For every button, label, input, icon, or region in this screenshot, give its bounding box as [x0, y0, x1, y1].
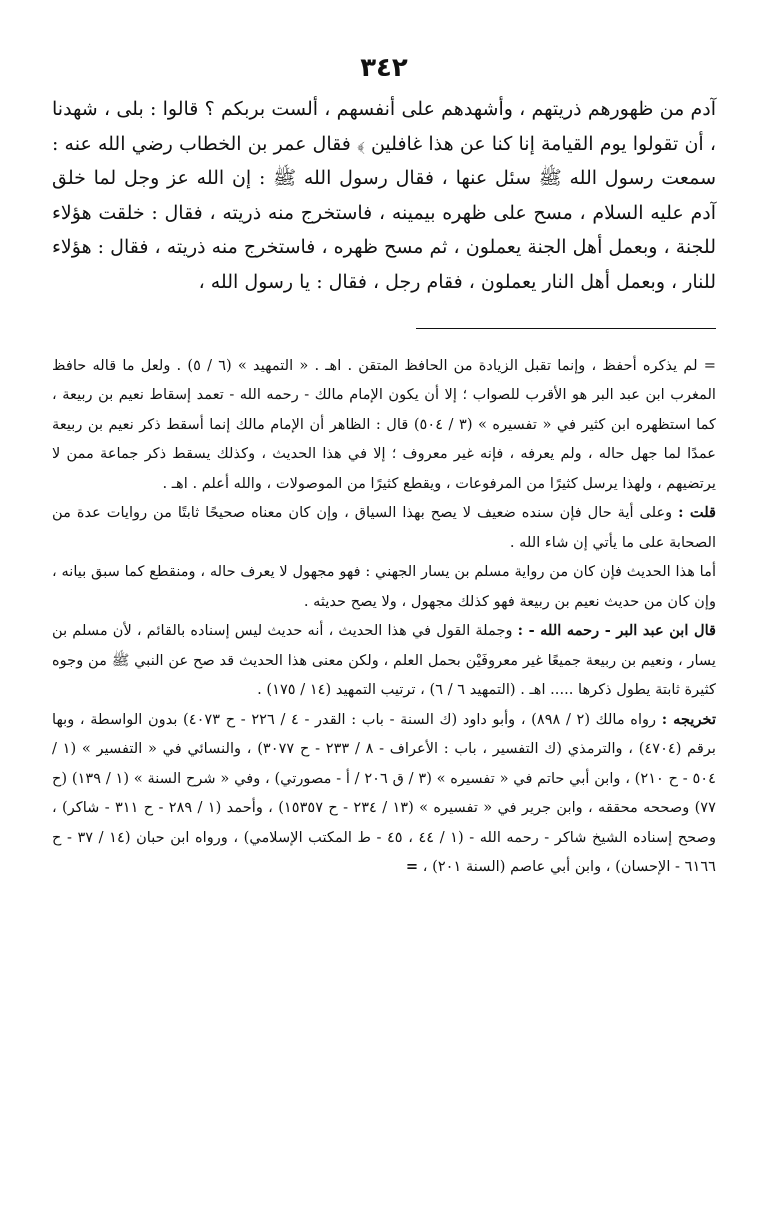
footnote-paragraph-3 — [52, 557, 716, 616]
footnote-label: قلت : — [678, 504, 717, 522]
footnote-paragraph-5 — [52, 705, 716, 882]
footnote-label: تخريجه : — [661, 710, 717, 728]
continuation-mark: = — [703, 356, 716, 374]
footnote-text: لم يذكره أحفظ ، وإنما تقبل الزيادة من الحافظ المتقن . اهـ . « التمهيد » (٦ / ٥) . ولعل ما قاله حافظ المغرب ابن عبد البر هو الأقرب للصواب ؛ إلا أن يكون الإمام مالك - رحمه الله - تعمد إسقاط نعيم بن ربيعة ، كما استظهره ابن كثير في « تفسيره » (٣ / ٥٠٤) قال : الظاهر أن الإمام مالك إنما أسقط ذكر نعيم بن ربيعة عمدًا لما جهل حاله ، ولم يعرفه ، فإنه غير معروف ؛ إلا في هذا الحديث ، وكذلك يسقط ذكر جماعة ممن لا يرتضيهم ، ولهذا يرسل كثيرًا من المرفوعات ، ويقطع كثيرًا من الموصولات ، والله أعلم . اهـ . — [52, 356, 716, 492]
continuation-mark-end: = — [405, 858, 419, 876]
footnote-text: أما هذا الحديث فإن كان من رواية مسلم بن يسار الجهني : فهو مجهول لا يعرف حاله ، ومنقطع كما سبق بيانه ، وإن كان من حديث نعيم بن ربيعة فهو كذلك مجهول ، ولا يصح حديثه . — [52, 563, 716, 610]
footnote-text: وعلى أية حال فإن سنده ضعيف لا يصح بهذا السياق ، وإن كان معناه صحيحًا ثابتًا من روايات عدة من الصحابة على ما يأتي إن شاء الله . — [52, 504, 716, 551]
footnote-paragraph-2 — [52, 498, 716, 557]
document-page — [52, 50, 716, 882]
footnote-label: قال ابن عبد البر - رحمه الله - : — [517, 622, 716, 640]
footnote-text: رواه مالك (٢ / ٨٩٨) ، وأبو داود (ك السنة - باب : القدر - ٤ / ٢٢٦ - ح ٤٠٧٣) بدون الواسطة ، وبها برقم (٤٧٠٤) ، والترمذي (ك التفسير ، باب : الأعراف - ٨ / ٢٣٣ - ح ٣٠٧٧) ، والنسائي في « التفسير » (١ / ٥٠٤ - ح ٢١٠) ، وابن أبي حاتم في « تفسيره » (٣ / ق ٢٠٦ / أ - مصورتي) ، وفي « شرح السنة » (١ / ١٣٩) (ح ٧٧) وصححه محققه ، وابن جرير في « تفسيره » (١٣ / ٢٣٤ - ح ١٥٣٥٧) ، وأحمد (١ / ٢٨٩ - ح ٣١١ - شاكر) ، وصحح إسناده الشيخ شاكر - رحمه الله - (١ / ٤٤ ، ٤٥ - ط المكتب الإسلامي) ، ورواه ابن حبان (١٤ / ٣٧ - ح ٦١٦٦ - الإحسان) ، وابن أبي عاصم (السنة ٢٠١) ، — [52, 710, 716, 876]
footnote-divider — [416, 328, 716, 329]
page-number: ٣٤٢ — [360, 53, 408, 83]
footnote-paragraph-4 — [52, 616, 716, 705]
main-text: آدم من ظهورهم ذريتهم ، وأشهدهم على أنفسهم ، ألست بربكم ؟ قالوا : بلى ، شهدنا ، أن تقولوا يوم القيامة إنا كنا عن هذا غافلين ﴾ فقال عمر بن الخطاب رضي الله عنه : سمعت رسول الله ﷺ سئل عنها ، فقال رسول الله ﷺ : إن الله عز وجل لما خلق آدم عليه السلام ، مسح على ظهره بيمينه ، فاستخرج منه ذريته ، فقال : خلقت هؤلاء للجنة ، وبعمل أهل الجنة يعملون ، ثم مسح ظهره ، فاستخرج منه ذريته ، فقال : هؤلاء للنار ، وبعمل أهل النار يعملون ، فقام رجل ، فقال : يا رسول الله ، — [52, 98, 716, 293]
footnotes — [52, 351, 716, 882]
footnote-paragraph-1 — [52, 351, 716, 499]
footnote-text: وجملة القول في هذا الحديث ، أنه حديث ليس إسناده بالقائم ، لأن مسلم بن يسار ، ونعيم بن ربيعة جميعًا غير معروفَيْن بحمل العلم ، ولكن معنى هذا الحديث قد صح عن النبي ﷺ من وجوه كثيرة ثابتة يطول ذكرها ..... اهـ . (التمهيد ٦ / ٦) ، ترتيب التمهيد (١٤ / ١٧٥) . — [52, 622, 716, 699]
